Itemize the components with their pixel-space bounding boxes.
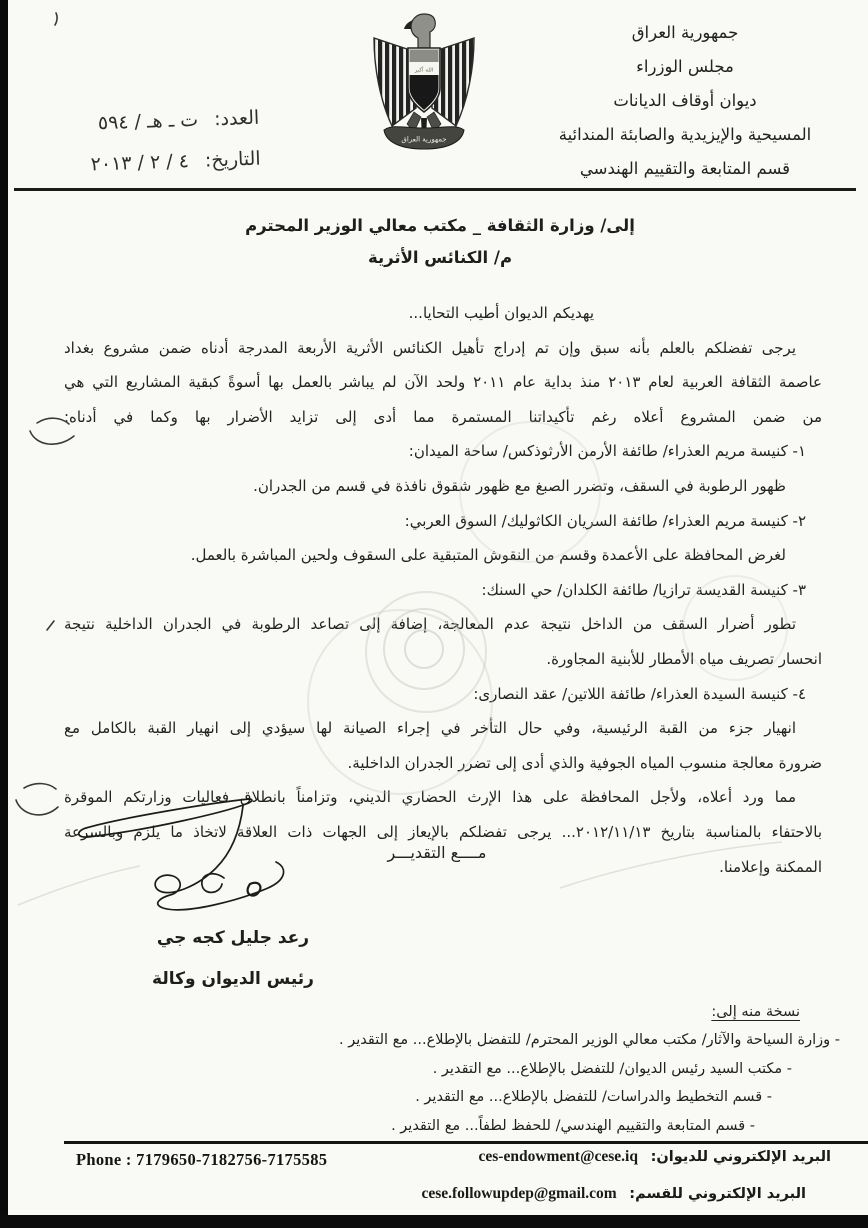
scan-edge-bottom (0, 1215, 868, 1228)
cc-heading: نسخة منه إلى: (711, 1004, 800, 1020)
signatory-name: رعد جليل كجه جي (156, 928, 310, 948)
diwan-email-value: ces-endowment@cese.iq (478, 1148, 638, 1165)
body-line: عاصمة الثقافة العربية لعام ٢٠١٣ منذ بداية عام ٢٠١١ ولحد الآن لم يباشر بالعمل بها أسوةً كبقية المشاريع التي هي (64, 373, 822, 392)
cc-item: - قسم التخطيط والدراسات/ للتفضل بالإطلاع... مع التقدير . (415, 1089, 772, 1106)
flag-red-band (410, 50, 439, 63)
greeting-line: يهديكم الديوان أطيب التحايا... (408, 304, 594, 322)
letterhead-council: مجلس الوزراء (636, 57, 734, 76)
cc-item: - قسم المتابعة والتقييم الهندسي/ للحفظ لطفاً... مع التقدير . (391, 1117, 755, 1134)
body-line: من ضمن المشروع أعلاه رغم تأكيداتنا المستمرة مما أدى إلى تزايد الأضرار بها وكما في أدناه: (64, 407, 822, 426)
dept-email-row (421, 1185, 806, 1203)
subject-line: م/ الكنائس الأثرية (367, 248, 513, 267)
body-line: الممكنة وإعلامنا. (719, 857, 822, 876)
date-label: التاريخ: (204, 147, 262, 172)
diwan-email-row (479, 1148, 832, 1166)
body-line: يرجى تفضلكم بالعلم بأنه سبق وإن تم إدراج تأهيل الكنائس الأثرية الأربعة المدرجة أدناه ضمن مشروع بغداد (64, 338, 796, 357)
church-item-3-detail: انحسار تصريف مياه الأمطار للأبنية المجاورة. (546, 649, 822, 668)
letterhead-country: جمهورية العراق (631, 23, 739, 42)
cc-item: - مكتب السيد رئيس الديوان/ للتفضل بالإطلاع... مع التقدير . (432, 1060, 792, 1077)
church-item-1-detail: ظهور الرطوبة في السقف، وتضرر الصبغ مع ظهور شقوق نافذة في قسم من الجدران. (253, 476, 786, 495)
church-item-2-detail: لغرض المحافظة على الأعمدة وقسم من النقوش المتبقية على السقوف ولحين المباشرة بالعمل. (190, 546, 786, 565)
addressee-block (180, 210, 700, 274)
church-item-4: ٤- كنيسة السيدة العذراء/ طائفة اللاتين/ عقد النصارى: (473, 684, 806, 703)
iraq-eagle-emblem (364, 12, 484, 154)
signatory-title: رئيس الديوان وكالة (152, 969, 314, 989)
closing-salutation: مــــع التقديـــر (387, 843, 487, 862)
letterhead (520, 16, 850, 186)
church-item-4-detail: ضرورة معالجة منسوب المياه الجوفية والذي أدى إلى تضرر الجدران الداخلية. (347, 753, 822, 772)
letterhead-department: قسم المتابعة والتقييم الهندسي (579, 159, 791, 178)
body-line: بالاحتفاء بالمناسبة بتاريخ ٢٠١٢/١١/١٣... يرجى تفضلكم بالإيعاز إلى الجهات ذات العلاقة لاتخاذ ما يلزم وبالسرعة (64, 822, 822, 841)
reference-block (9, 98, 262, 189)
cc-item: - وزارة السياحة والآثار/ مكتب معالي الوزير المحترم/ للتفضل بالإطلاع... مع التقدير . (339, 1032, 840, 1048)
letterhead-endowments: المسيحية والإيزيدية والصابئة المندائية (558, 125, 812, 144)
scan-edge-left (0, 0, 8, 1228)
reference-date-row (10, 139, 261, 189)
addressee-line: إلى/ وزارة الثقافة _ مكتب معالي الوزير المحترم (245, 216, 635, 235)
header-divider (14, 188, 856, 191)
church-item-3-detail: تطور أضرار السقف من الداخل نتيجة عدم المعالجة، إضافة إلى تصاعد الرطوبة في الجدران الداخلية نتيجة (64, 615, 796, 634)
dept-email-value: cese.followupdep@gmail.com (421, 1185, 617, 1202)
emblem-banner-text: جمهورية العراق (401, 135, 447, 144)
church-item-3: ٣- كنيسة القديسة ترازيا/ طائفة الكلدان/ حي السنك: (481, 580, 806, 599)
church-item-4-detail: انهيار جزء من القبة الرئيسية، وفي حال التأخر في إجراء الصيانة لها سيؤدي إلى انهيار القبة بالكامل مع (64, 719, 796, 738)
diwan-email-label: البريد الإلكتروني للديوان: (650, 1149, 831, 1165)
dept-email-label: البريد الإلكتروني للقسم: (629, 1186, 806, 1202)
signatory-block (123, 918, 343, 1000)
cc-block (320, 998, 840, 1140)
phone-number: Phone : 7179650-7182756-7175585 (76, 1150, 328, 1169)
date-value: ٤ / ٢ / ٢٠١٣ (90, 150, 190, 176)
number-value: ت ـ هـ / ٥٩٤ (97, 108, 199, 135)
body-line: مما ورد أعلاه، ولأجل المحافظة على هذا الإرث الحضاري الديني، وتزامناً بانطلاق فعاليات وزارتكم الموقرة (64, 788, 796, 807)
letter-body (64, 296, 822, 884)
eagle-head (411, 14, 435, 48)
flag-takbir-text: الله أكبر (414, 67, 434, 74)
number-label: العدد: (213, 106, 260, 131)
church-item-1: ١- كنيسة مريم العذراء/ طائفة الأرمن الأرثوذكس/ ساحة الميدان: (408, 442, 806, 461)
letterhead-diwan: ديوان أوقاف الديانات (613, 91, 757, 110)
footer-divider (64, 1141, 868, 1144)
church-item-2: ٢- كنيسة مريم العذراء/ طائفة السريان الكاثوليك/ السوق العربي: (404, 511, 806, 530)
